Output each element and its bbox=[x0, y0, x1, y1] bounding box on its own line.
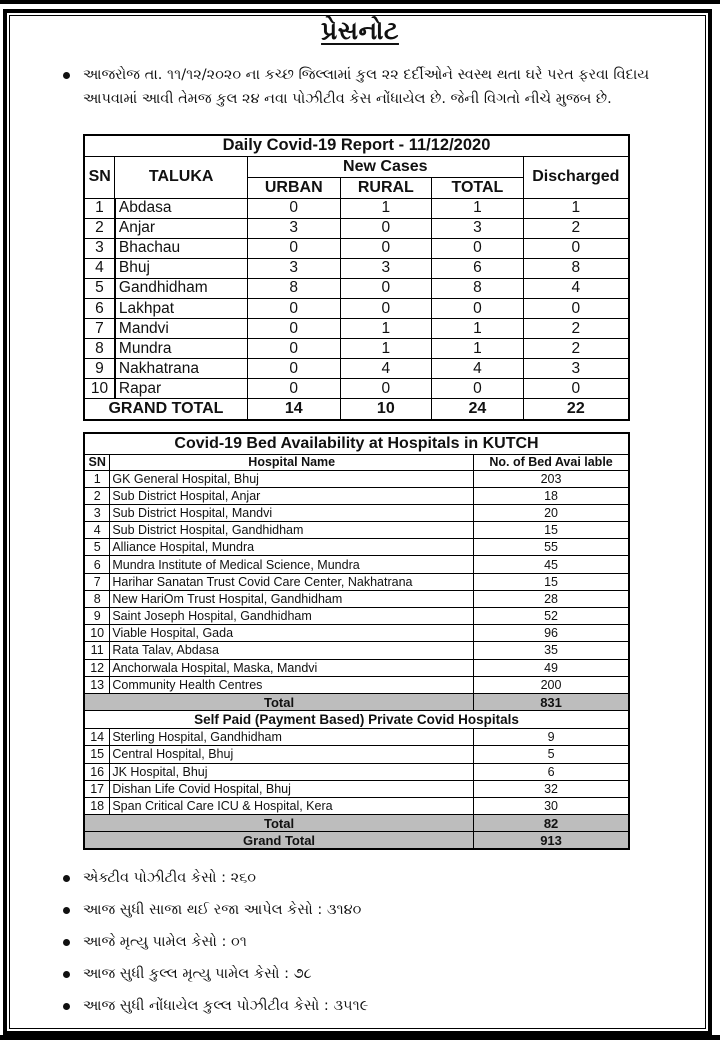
table-row bbox=[84, 339, 629, 359]
cell-sn: 11 bbox=[84, 642, 110, 659]
grand-total-total: 24 bbox=[432, 399, 524, 420]
cell-hospital: New HariOm Trust Hospital, Gandhidham bbox=[110, 590, 474, 607]
cell-beds: 32 bbox=[474, 780, 629, 797]
cell-sn: 9 bbox=[84, 359, 115, 379]
cell-rural: 3 bbox=[340, 258, 432, 278]
grand-total-label: GRAND TOTAL bbox=[84, 399, 247, 420]
bottom-border bbox=[0, 1035, 720, 1040]
beds-title: Covid-19 Bed Availability at Hospitals in KUTCH bbox=[84, 433, 629, 454]
grand-total-row bbox=[84, 399, 629, 420]
bullet-icon bbox=[63, 72, 70, 79]
cell-beds: 18 bbox=[474, 487, 629, 504]
cell-sn: 15 bbox=[84, 746, 110, 763]
table-row bbox=[84, 487, 629, 504]
cell-rural: 0 bbox=[340, 278, 432, 298]
table-row bbox=[84, 298, 629, 318]
cell-taluka: Mandvi bbox=[115, 319, 248, 339]
government-total-row bbox=[84, 693, 629, 710]
cell-hospital: Rata Talav, Abdasa bbox=[110, 642, 474, 659]
cell-hospital: Span Critical Care ICU & Hospital, Kera bbox=[110, 797, 474, 814]
cell-sn: 6 bbox=[84, 556, 110, 573]
table-row bbox=[84, 470, 629, 487]
cell-urban: 0 bbox=[247, 339, 340, 359]
cell-sn: 1 bbox=[84, 470, 110, 487]
stat-text: આજ સુધી કુલ્લ મૃત્યુ પામેલ કેસો : ૭૮ bbox=[83, 966, 312, 982]
cell-urban: 0 bbox=[247, 359, 340, 379]
beds-grand-total-value: 913 bbox=[474, 832, 629, 849]
table-row bbox=[84, 780, 629, 797]
cell-rural: 0 bbox=[340, 238, 432, 258]
cell-discharged: 2 bbox=[523, 339, 629, 359]
cell-total: 8 bbox=[432, 278, 524, 298]
cell-hospital: Saint Joseph Hospital, Gandhidham bbox=[110, 608, 474, 625]
cell-sn: 8 bbox=[84, 339, 115, 359]
cell-sn: 12 bbox=[84, 659, 110, 676]
cell-beds: 6 bbox=[474, 763, 629, 780]
cell-urban: 0 bbox=[247, 238, 340, 258]
government-total-label: Total bbox=[84, 693, 474, 710]
table-row bbox=[84, 573, 629, 590]
cell-hospital: Dishan Life Covid Hospital, Bhuj bbox=[110, 780, 474, 797]
cell-beds: 20 bbox=[474, 504, 629, 521]
cell-sn: 3 bbox=[84, 238, 115, 258]
government-total-value: 831 bbox=[474, 693, 629, 710]
cell-total: 3 bbox=[432, 218, 524, 238]
cell-hospital: Central Hospital, Bhuj bbox=[110, 746, 474, 763]
cell-urban: 0 bbox=[247, 319, 340, 339]
bed-availability-table bbox=[83, 432, 630, 850]
private-hospitals-title: Self Paid (Payment Based) Private Covid Hospitals bbox=[84, 711, 629, 729]
summary-stats-list bbox=[58, 866, 368, 1026]
bullet-icon bbox=[63, 939, 70, 946]
cell-sn: 8 bbox=[84, 590, 110, 607]
cell-urban: 0 bbox=[247, 198, 340, 218]
cell-total: 4 bbox=[432, 359, 524, 379]
private-total-value: 82 bbox=[474, 815, 629, 832]
cell-hospital: Sub District Hospital, Anjar bbox=[110, 487, 474, 504]
cell-total: 0 bbox=[432, 379, 524, 399]
table-row bbox=[84, 642, 629, 659]
table-row bbox=[84, 763, 629, 780]
cell-discharged: 1 bbox=[523, 198, 629, 218]
cell-beds: 28 bbox=[474, 590, 629, 607]
cell-discharged: 0 bbox=[523, 298, 629, 318]
daily-report-table bbox=[83, 134, 630, 421]
stat-text: આજ સુધી સાજા થઈ રજા આપેલ કેસો : ૩૧૪૦ bbox=[83, 902, 362, 918]
cell-beds: 35 bbox=[474, 642, 629, 659]
cell-urban: 3 bbox=[247, 258, 340, 278]
cell-discharged: 2 bbox=[523, 218, 629, 238]
bullet-icon bbox=[63, 1003, 70, 1010]
table-row bbox=[84, 258, 629, 278]
cell-total: 1 bbox=[432, 198, 524, 218]
cell-hospital: Alliance Hospital, Mundra bbox=[110, 539, 474, 556]
cell-beds: 5 bbox=[474, 746, 629, 763]
cell-beds: 15 bbox=[474, 573, 629, 590]
cell-discharged: 8 bbox=[523, 258, 629, 278]
cell-sn: 7 bbox=[84, 319, 115, 339]
grand-total-discharged: 22 bbox=[523, 399, 629, 420]
cell-total: 1 bbox=[432, 339, 524, 359]
cell-rural: 1 bbox=[340, 339, 432, 359]
stat-text: આજ સુધી નોંધાયેલ કુલ્લ પોઝીટીવ કેસો : ૩૫૧૯ bbox=[83, 998, 369, 1014]
private-total-label: Total bbox=[84, 815, 474, 832]
cell-sn: 4 bbox=[84, 258, 115, 278]
table-row bbox=[84, 319, 629, 339]
stat-active-positive bbox=[58, 866, 368, 898]
page-title: પ્રેસનોટ bbox=[321, 16, 399, 45]
cell-sn: 1 bbox=[84, 198, 115, 218]
cell-discharged: 2 bbox=[523, 319, 629, 339]
cell-taluka: Bhuj bbox=[115, 258, 248, 278]
col-urban: URBAN bbox=[247, 177, 340, 198]
cell-taluka: Mundra bbox=[115, 339, 248, 359]
cell-sn: 9 bbox=[84, 608, 110, 625]
table-row bbox=[84, 539, 629, 556]
cell-urban: 0 bbox=[247, 298, 340, 318]
cell-urban: 0 bbox=[247, 379, 340, 399]
cell-total: 0 bbox=[432, 238, 524, 258]
bullet-icon bbox=[63, 971, 70, 978]
cell-sn: 5 bbox=[84, 278, 115, 298]
cell-beds: 52 bbox=[474, 608, 629, 625]
cell-total: 1 bbox=[432, 319, 524, 339]
cell-rural: 0 bbox=[340, 298, 432, 318]
top-border bbox=[0, 0, 720, 4]
col-taluka: TALUKA bbox=[115, 156, 248, 198]
cell-sn: 16 bbox=[84, 763, 110, 780]
grand-total-rural: 10 bbox=[340, 399, 432, 420]
private-total-row bbox=[84, 815, 629, 832]
beds-grand-total-label: Grand Total bbox=[84, 832, 474, 849]
cell-sn: 6 bbox=[84, 298, 115, 318]
cell-sn: 10 bbox=[84, 625, 110, 642]
cell-total: 6 bbox=[432, 258, 524, 278]
cell-taluka: Abdasa bbox=[115, 198, 248, 218]
col-sn: SN bbox=[84, 156, 115, 198]
cell-sn: 14 bbox=[84, 729, 110, 746]
beds-grand-total-row bbox=[84, 832, 629, 849]
table-row bbox=[84, 746, 629, 763]
cell-rural: 1 bbox=[340, 319, 432, 339]
table-row bbox=[84, 625, 629, 642]
col-discharged: Discharged bbox=[523, 156, 629, 198]
cell-rural: 0 bbox=[340, 218, 432, 238]
cell-hospital: Sub District Hospital, Mandvi bbox=[110, 504, 474, 521]
cell-sn: 4 bbox=[84, 522, 110, 539]
bullet-icon bbox=[63, 875, 70, 882]
cell-sn: 10 bbox=[84, 379, 115, 399]
table-row bbox=[84, 676, 629, 693]
cell-hospital: Community Health Centres bbox=[110, 676, 474, 693]
cell-beds: 200 bbox=[474, 676, 629, 693]
cell-sn: 17 bbox=[84, 780, 110, 797]
cell-beds: 55 bbox=[474, 539, 629, 556]
col-rural: RURAL bbox=[340, 177, 432, 198]
cell-hospital: Sterling Hospital, Gandhidham bbox=[110, 729, 474, 746]
grand-total-urban: 14 bbox=[247, 399, 340, 420]
col-total: TOTAL bbox=[432, 177, 524, 198]
intro-text: આજરોજ તા. ૧૧/૧૨/૨૦૨૦ ના કચ્છ જિલ્લામાં કુલ ૨૨ દર્દીઓને સ્વસ્થ થતા ઘરે પરત ફરવા વિદાય આપવામાં આવી તેમજ કુલ ૨૪ નવા પોઝીટીવ કેસ નોંધાયેલ છે. જેની વિગતો નીચે મુજબ છે. bbox=[83, 67, 650, 107]
cell-sn: 2 bbox=[84, 487, 110, 504]
cell-sn: 7 bbox=[84, 573, 110, 590]
cell-beds: 203 bbox=[474, 470, 629, 487]
stat-total-positive bbox=[58, 994, 368, 1026]
cell-total: 0 bbox=[432, 298, 524, 318]
cell-rural: 0 bbox=[340, 379, 432, 399]
table-row bbox=[84, 198, 629, 218]
cell-hospital: JK Hospital, Bhuj bbox=[110, 763, 474, 780]
table-row bbox=[84, 659, 629, 676]
cell-discharged: 0 bbox=[523, 238, 629, 258]
table-row bbox=[84, 729, 629, 746]
cell-taluka: Anjar bbox=[115, 218, 248, 238]
cell-rural: 4 bbox=[340, 359, 432, 379]
intro-paragraph bbox=[58, 63, 658, 111]
table-row bbox=[84, 278, 629, 298]
cell-hospital: Mundra Institute of Medical Science, Mundra bbox=[110, 556, 474, 573]
table-row bbox=[84, 379, 629, 399]
bullet-icon bbox=[63, 907, 70, 914]
stat-text: આજે મૃત્યુ પામેલ કેસો : ૦૧ bbox=[83, 934, 247, 950]
cell-beds: 96 bbox=[474, 625, 629, 642]
cell-sn: 18 bbox=[84, 797, 110, 814]
table-row bbox=[84, 556, 629, 573]
cell-hospital: Harihar Sanatan Trust Covid Care Center, Nakhatrana bbox=[110, 573, 474, 590]
cell-taluka: Rapar bbox=[115, 379, 248, 399]
cell-hospital: GK General Hospital, Bhuj bbox=[110, 470, 474, 487]
cell-taluka: Bhachau bbox=[115, 238, 248, 258]
cell-beds: 45 bbox=[474, 556, 629, 573]
cell-taluka: Nakhatrana bbox=[115, 359, 248, 379]
col-hospital-name: Hospital Name bbox=[110, 454, 474, 470]
cell-discharged: 0 bbox=[523, 379, 629, 399]
table-row bbox=[84, 218, 629, 238]
table-row bbox=[84, 359, 629, 379]
cell-hospital: Viable Hospital, Gada bbox=[110, 625, 474, 642]
col-beds-available: No. of Bed Avai lable bbox=[474, 454, 629, 470]
table-row bbox=[84, 590, 629, 607]
cell-taluka: Lakhpat bbox=[115, 298, 248, 318]
cell-beds: 9 bbox=[474, 729, 629, 746]
cell-beds: 30 bbox=[474, 797, 629, 814]
cell-urban: 8 bbox=[247, 278, 340, 298]
cell-sn: 3 bbox=[84, 504, 110, 521]
report-title: Daily Covid-19 Report - 11/12/2020 bbox=[84, 135, 629, 156]
stat-total-deaths bbox=[58, 962, 368, 994]
stat-text: એક્ટીવ પોઝીટીવ કેસો : ૨૬૦ bbox=[83, 870, 256, 886]
cell-sn: 5 bbox=[84, 539, 110, 556]
table-row bbox=[84, 238, 629, 258]
stat-total-discharged bbox=[58, 898, 368, 930]
cell-beds: 49 bbox=[474, 659, 629, 676]
col-new-cases: New Cases bbox=[247, 156, 523, 177]
cell-beds: 15 bbox=[474, 522, 629, 539]
table-row bbox=[84, 608, 629, 625]
stat-deaths-today bbox=[58, 930, 368, 962]
cell-urban: 3 bbox=[247, 218, 340, 238]
cell-discharged: 3 bbox=[523, 359, 629, 379]
table-row bbox=[84, 504, 629, 521]
cell-discharged: 4 bbox=[523, 278, 629, 298]
cell-sn: 13 bbox=[84, 676, 110, 693]
cell-hospital: Sub District Hospital, Gandhidham bbox=[110, 522, 474, 539]
table-row bbox=[84, 522, 629, 539]
cell-hospital: Anchorwala Hospital, Maska, Mandvi bbox=[110, 659, 474, 676]
cell-taluka: Gandhidham bbox=[115, 278, 248, 298]
cell-rural: 1 bbox=[340, 198, 432, 218]
cell-sn: 2 bbox=[84, 218, 115, 238]
col-sn: SN bbox=[84, 454, 110, 470]
table-row bbox=[84, 797, 629, 814]
